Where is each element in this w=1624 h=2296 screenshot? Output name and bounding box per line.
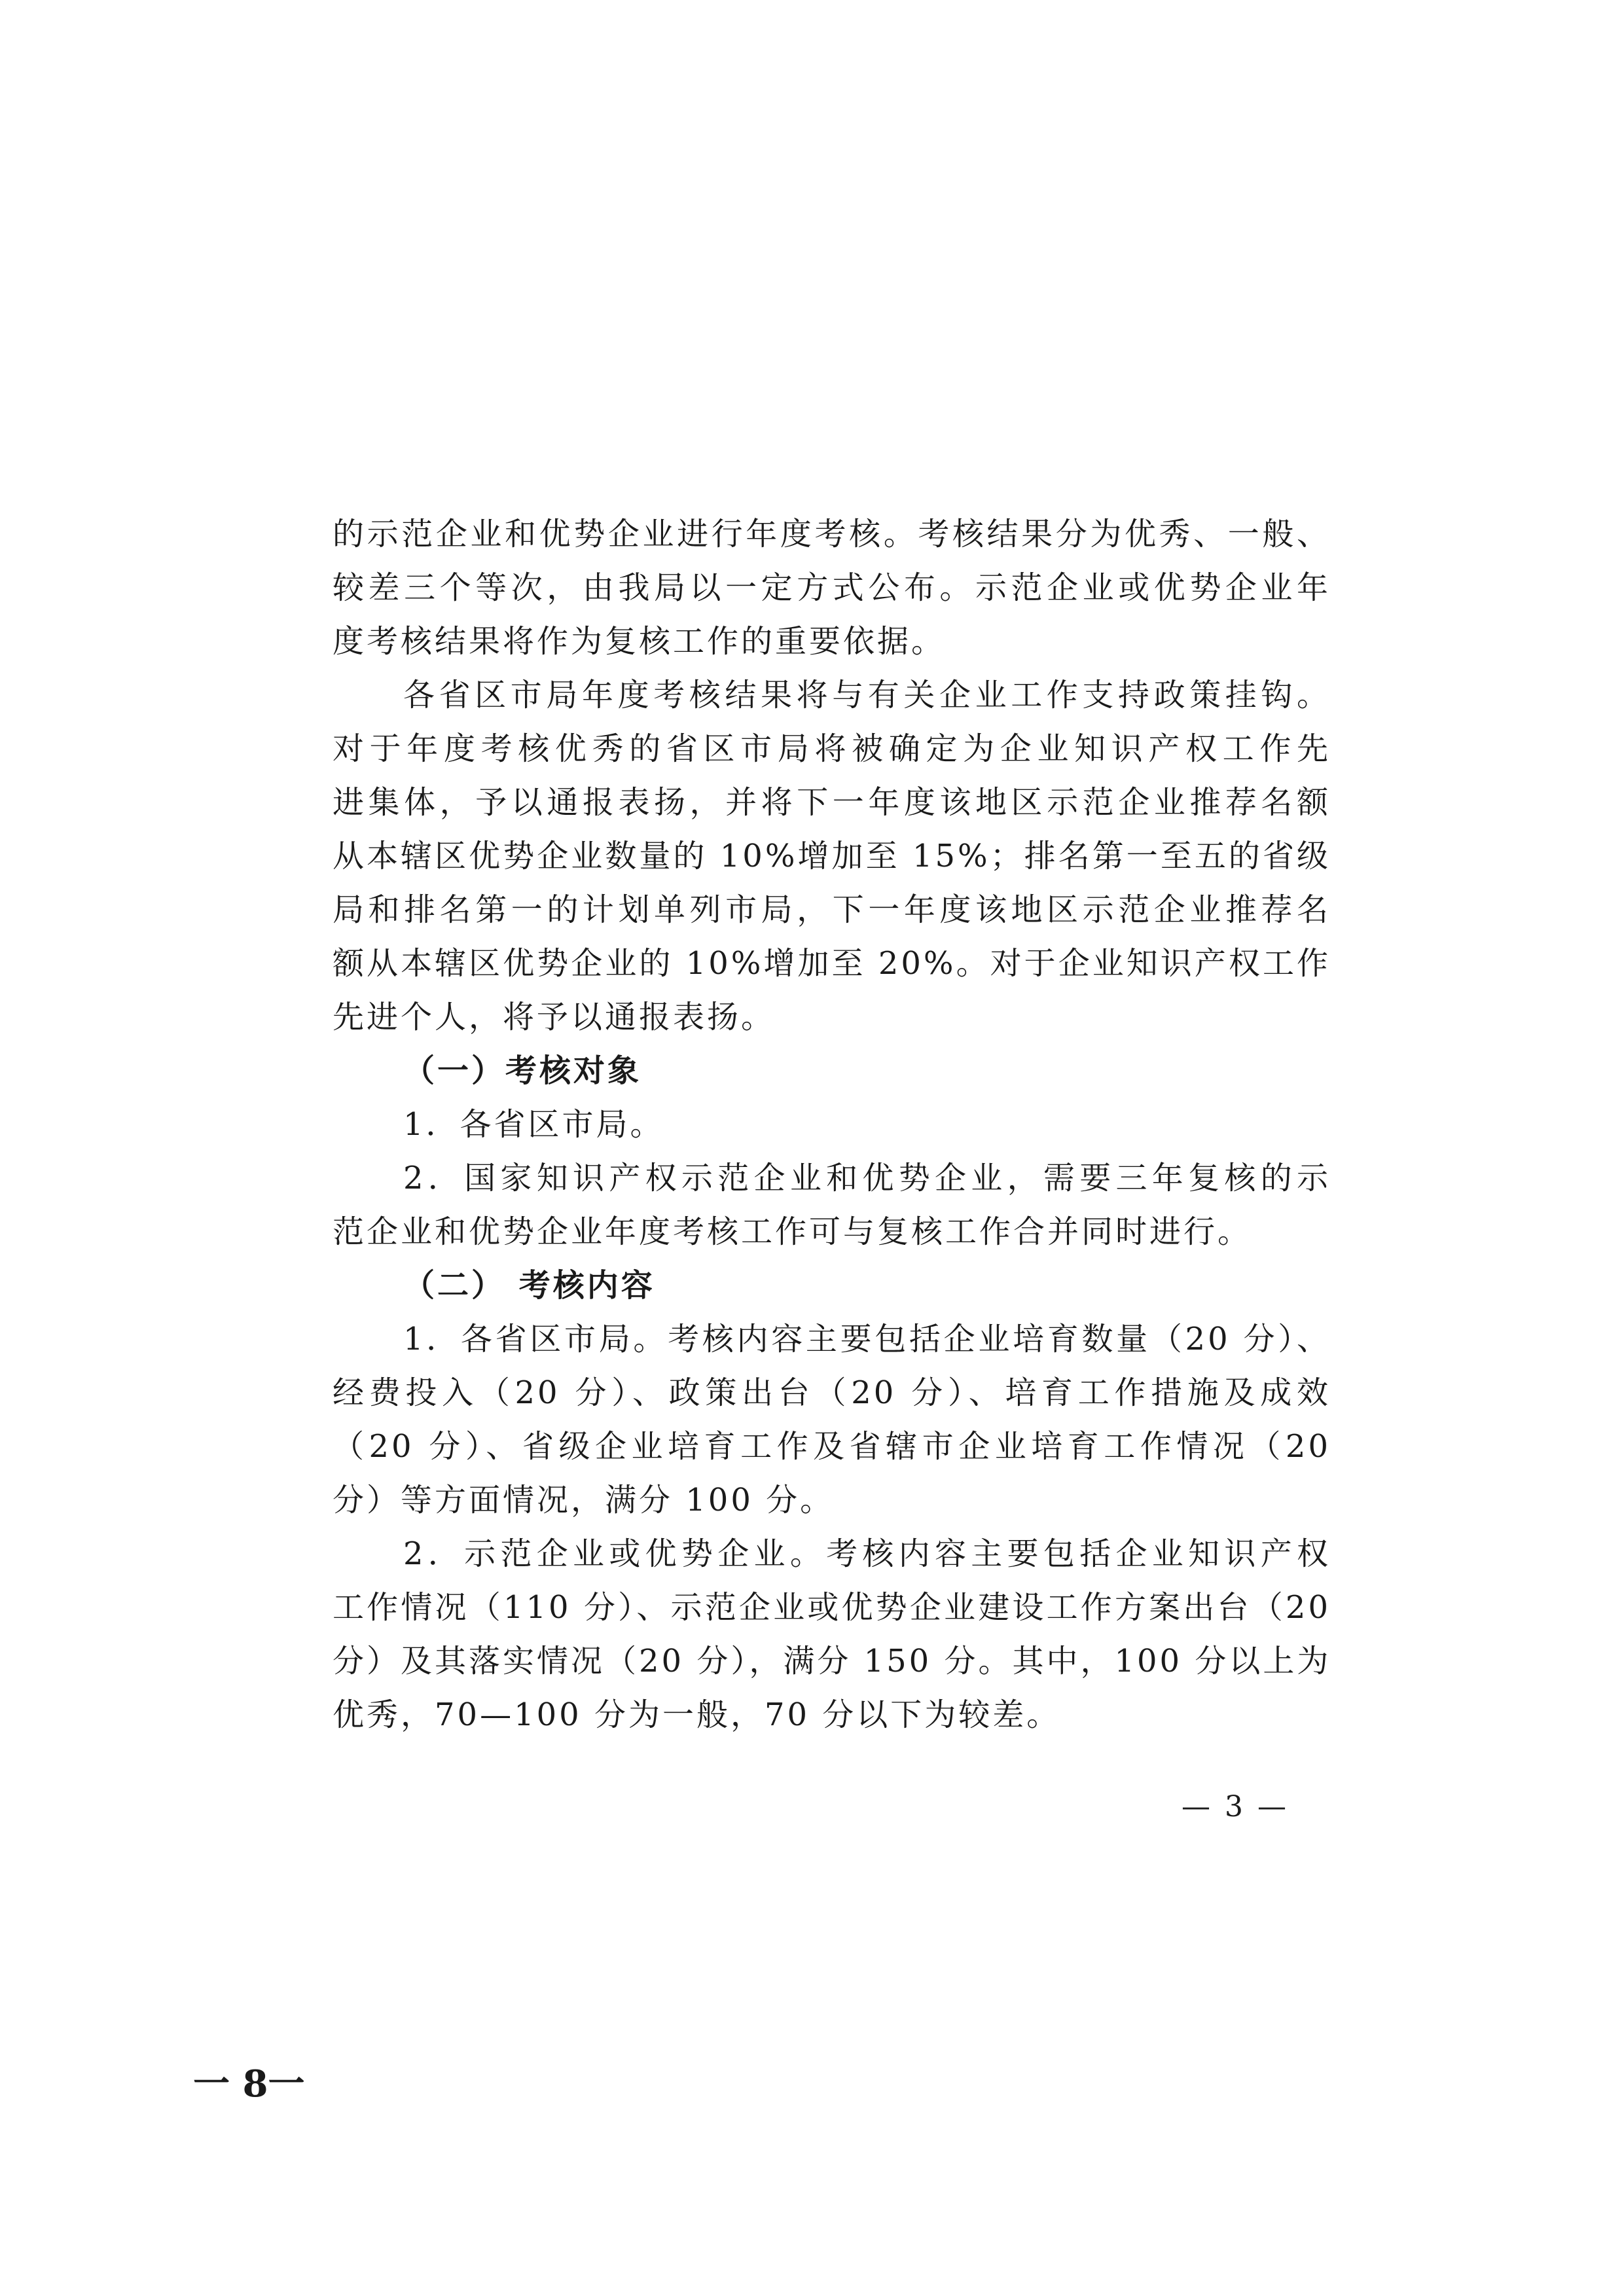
body-line: 从本辖区优势企业数量的 10%增加至 15%；排名第一至五的省级 [333, 838, 1331, 874]
body-line: 2．示范企业或优势企业。考核内容主要包括企业知识产权 [403, 1535, 1331, 1572]
body-line: 局和排名第一的计划单列市局，下一年度该地区示范企业推荐名 [333, 891, 1331, 928]
body-line: 1．各省区市局。考核内容主要包括企业培育数量（20 分）、 [403, 1321, 1331, 1357]
body-line: 各省区市局年度考核结果将与有关企业工作支持政策挂钩。 [403, 677, 1331, 713]
outer-page-number: 一 8一 [193, 2062, 305, 2106]
body-line: 1．各省区市局。 [403, 1106, 664, 1143]
section-heading: （二） 考核内容 [403, 1267, 655, 1304]
body-line: 度考核结果将作为复核工作的重要依据。 [333, 623, 946, 660]
body-line: 较差三个等次，由我局以一定方式公布。示范企业或优势企业年 [333, 569, 1331, 606]
body-line: 对于年度考核优秀的省区市局将被确定为企业知识产权工作先 [333, 730, 1331, 767]
body-line: 先进个人，将予以通报表扬。 [333, 999, 776, 1035]
body-line: 工作情况（110 分）、示范企业或优势企业建设工作方案出台（20 [333, 1589, 1331, 1626]
body-line: （20 分）、省级企业培育工作及省辖市企业培育工作情况（20 [333, 1428, 1331, 1465]
body-line: 优秀，70—100 分为一般，70 分以下为较差。 [333, 1696, 1061, 1733]
body-line: 范企业和优势企业年度考核工作可与复核工作合并同时进行。 [333, 1213, 1252, 1250]
section-heading: （一）考核对象 [403, 1052, 642, 1089]
body-line: 进集体，予以通报表扬，并将下一年度该地区示范企业推荐名额 [333, 784, 1331, 821]
body-line: 额从本辖区优势企业的 10%增加至 20%。对于企业知识产权工作 [333, 945, 1331, 982]
body-line: 分）及其落实情况（20 分），满分 150 分。其中，100 分以上为 [333, 1643, 1331, 1679]
body-line: 分）等方面情况，满分 100 分。 [333, 1482, 835, 1518]
body-line: 2．国家知识产权示范企业和优势企业，需要三年复核的示 [403, 1160, 1331, 1196]
inner-page-number: — 3 — [1182, 1790, 1289, 1823]
body-line: 的示范企业和优势企业进行年度考核。考核结果分为优秀、一般、 [333, 516, 1331, 552]
body-line: 经费投入（20 分）、政策出台（20 分）、培育工作措施及成效 [333, 1374, 1331, 1411]
document-body [333, 507, 1331, 1742]
